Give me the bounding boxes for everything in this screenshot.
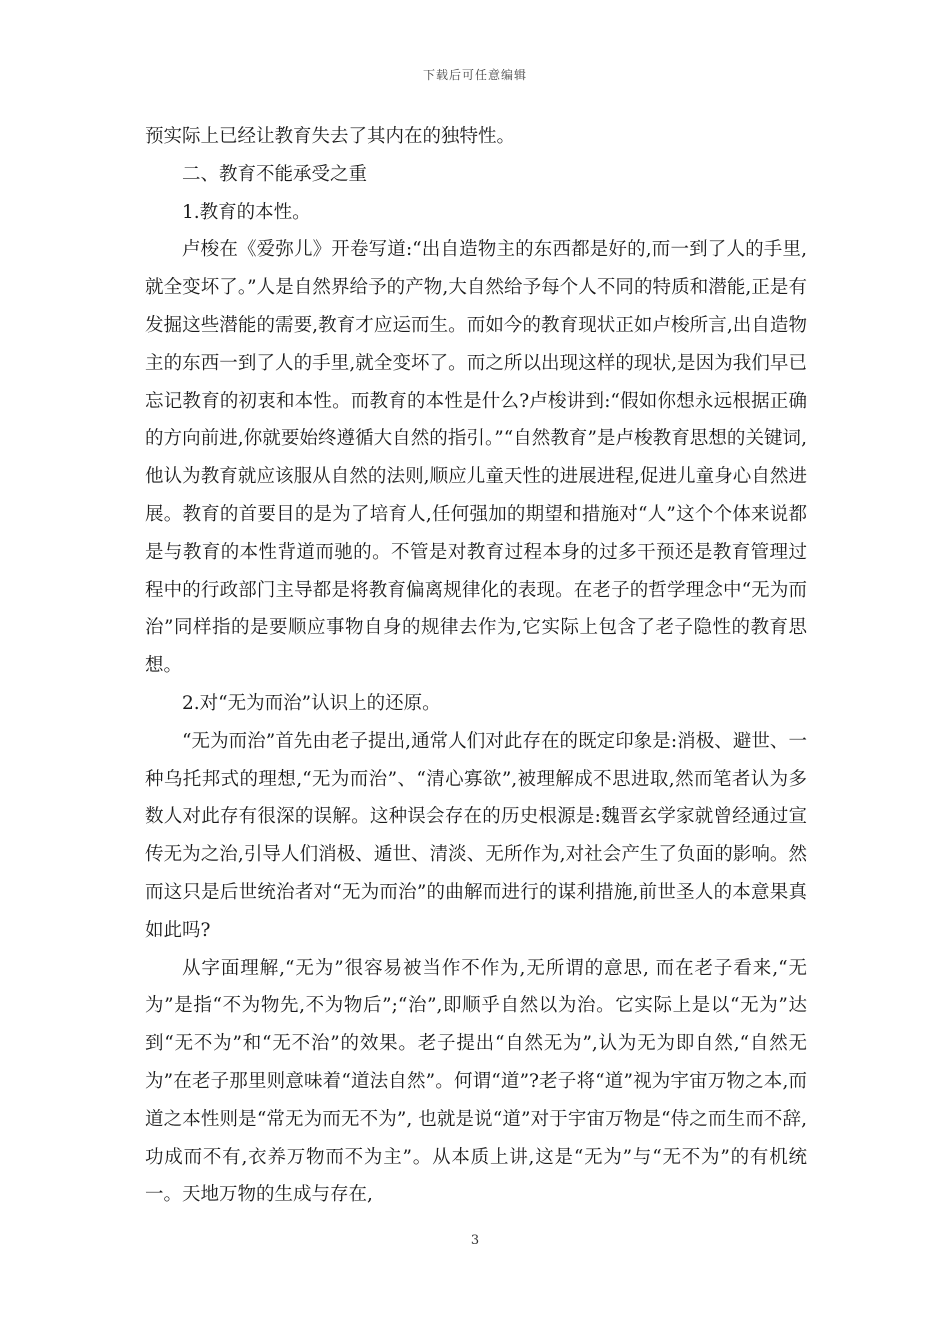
page-header: 下载后可任意编辑 bbox=[422, 68, 527, 82]
paragraph-wuwei-misunderstanding: “无为而治”首先由老子提出,通常人们对此存在的既定印象是:消极、避世、一种乌托邦式的理想,“无为而治”、“清心寡欲”,被理解成不思进取,然而笔者认为多数人对此存有很深的误解。这种误会存在的历史根源是:魏晋玄学家就曾经通过宣传无为之治,引导人们消极、遁世、清淡、无所作为,对社会产生了负面的影响。然而这只是后世统治者对“无为而治”的曲解而进行的谋利措施,前世圣人的本意果真如此吗? bbox=[145, 730, 807, 941]
paragraph-rousseau: 卢梭在《爱弥儿》开卷写道:“出自造物主的东西都是好的,而一到了人的手里,就全变坏了。”人是自然界给予的产物,大自然给予每个人不同的特质和潜能,正是有发掘这些潜能的需要,教育才应运而生。而如今的教育现状正如卢梭所言,出自造物主的东西一到了人的手里,就全变坏了。而之所以出现这样的现状,是因为我们早已忘记教育的初衷和本性。而教育的本性是什么?卢梭讲到:“假如你想永远根据正确的方向前进,你就要始终遵循大自然的指引。”“自然教育”是卢梭教育思想的关键词,他认为教育就应该服从自然的法则,顺应儿童天性的进展进程,促进儿童身心自然进展。教育的首要目的是为了培育人,任何强加的期望和措施对“人”这个个体来说都是与教育的本性背道而驰的。不管是对教育过程本身的过多干预还是教育管理过程中的行政部门主导都是将教育偏离规律化的表现。在老子的哲学理念中“无为而治”同样指的是要顺应事物自身的规律去作为,它实际上包含了老子隐性的教育思想。 bbox=[145, 239, 807, 677]
page-number: 3 bbox=[470, 1233, 480, 1248]
subsection-heading-2: 2.对“无为而治”认识上的还原。 bbox=[182, 692, 441, 714]
subsection-heading-1: 1.教育的本性。 bbox=[182, 201, 311, 223]
section-heading: 二、教育不能承受之重 bbox=[182, 163, 368, 185]
document-body bbox=[145, 118, 807, 1214]
paragraph-continuation: 预实际上已经让教育失去了其内在的独特性。 bbox=[145, 126, 516, 147]
paragraph-wuwei-meaning: 从字面理解,“无为”很容易被当作不作为,无所谓的意思, 而在老子看来,“无为”是指“不为物先,不为物后”;“治”,即顺乎自然以为治。它实际上是以“无为”达到“无不为”和“无不治”的效果。老子提出“自然无为”,认为无为即自然,“自然无为”在老子那里则意味着“道法自然”。何谓“道”?老子将“道”视为宇宙万物之本,而道之本性则是“常无为而无不为”, 也就是说“道”对于宇宙万物是“侍之而生而不辞,功成而不有,衣养万物而不为主”。从本质上讲,这是“无为”与“无不为”的有机统一。天地万物的生成与存在, bbox=[145, 957, 807, 1206]
